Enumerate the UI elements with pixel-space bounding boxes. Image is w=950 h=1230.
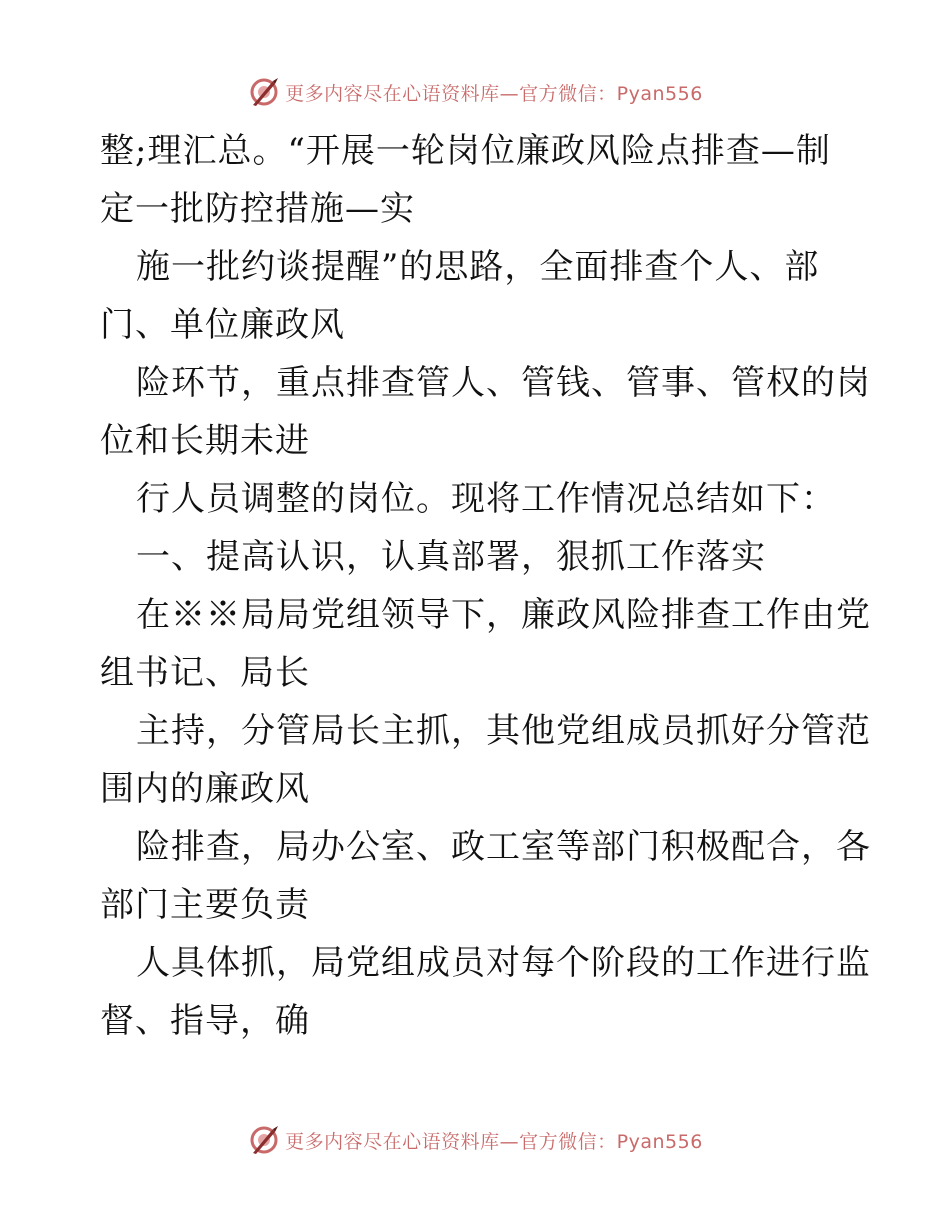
document-body [100,122,871,1050]
text-line: 主持，分管局长主抓，其他党组成员抓好分管范 [136,711,871,751]
text-line: 部门主要负责 [100,885,310,925]
footer-watermark [0,1120,950,1160]
text-line: 行人员调整的岗位。现将工作情况总结如下： [136,479,836,519]
text-line: 门、单位廉政风 [100,305,345,345]
text-line: 整;理汇总。“开展一轮岗位廉政风险点排查—制 [100,131,831,171]
watermark-text: 更多内容尽在心语资料库—官方微信：Pyan556 [285,82,703,105]
watermark-text: 更多内容尽在心语资料库—官方微信：Pyan556 [285,1130,703,1153]
text-line: 险环节，重点排查管人、管钱、管事、管权的岗 [136,363,871,403]
text-line: 施一批约谈提醒”的思路，全面排查个人、部 [136,247,820,287]
text-line: 定一批防控措施—实 [100,189,415,229]
text-line: 督、指导，确 [100,1001,310,1041]
text-line: 位和长期未进 [100,421,310,461]
text-line: 险排查，局办公室、政工室等部门积极配合，各 [136,827,871,867]
quill-logo-icon [247,75,281,109]
quill-logo-icon [247,1123,281,1157]
header-watermark [0,72,950,112]
text-line: 人具体抓，局党组成员对每个阶段的工作进行监 [136,943,871,983]
text-line: 围内的廉政风 [100,769,310,809]
text-line: 一、提高认识，认真部署，狠抓工作落实 [136,537,766,577]
text-line: 在※※局局党组领导下，廉政风险排查工作由党 [136,595,871,635]
text-line: 组书记、局长 [100,653,310,693]
